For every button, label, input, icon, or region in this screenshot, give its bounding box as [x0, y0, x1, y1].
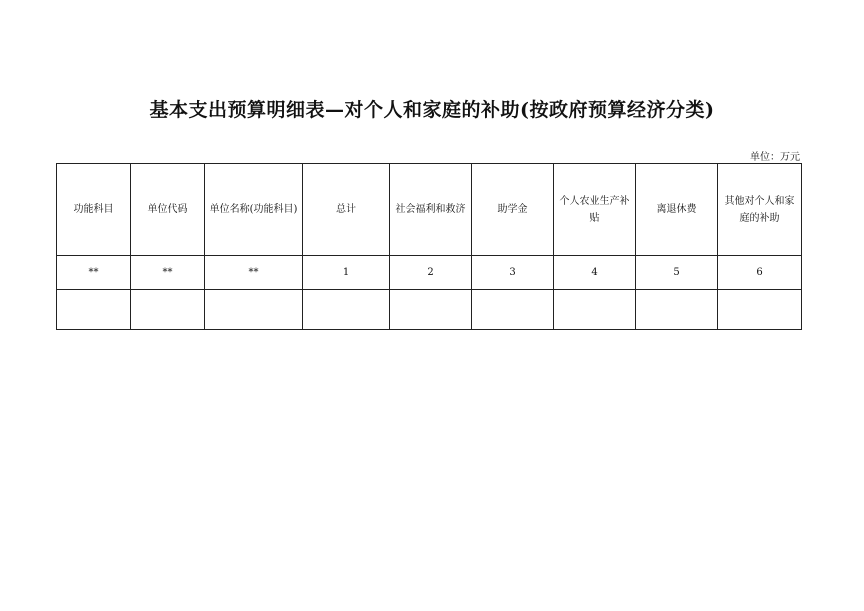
code-cell: 1: [303, 256, 390, 290]
table-cell: [57, 290, 131, 330]
header-other-subsidy: 其他对个人和家庭的补助: [718, 164, 802, 256]
header-agri-subsidy: 个人农业生产补贴: [554, 164, 636, 256]
table-cell: [303, 290, 390, 330]
code-cell: **: [57, 256, 131, 290]
document-title: 基本支出预算明细表—对个人和家庭的补助(按政府预算经济分类): [149, 99, 715, 121]
table-cell: [390, 290, 472, 330]
code-row: [57, 256, 802, 290]
table-cell: [636, 290, 718, 330]
header-scholarship: 助学金: [472, 164, 554, 256]
code-cell: 4: [554, 256, 636, 290]
header-retirement: 离退休费: [636, 164, 718, 256]
code-cell: 3: [472, 256, 554, 290]
code-cell: **: [205, 256, 303, 290]
table-cell: [205, 290, 303, 330]
table-cell: [554, 290, 636, 330]
code-cell: 5: [636, 256, 718, 290]
code-cell: 2: [390, 256, 472, 290]
table-row: [57, 290, 802, 330]
budget-table: [56, 163, 802, 330]
header-row: [57, 164, 802, 256]
code-cell: 6: [718, 256, 802, 290]
header-social-welfare: 社会福利和救济: [390, 164, 472, 256]
header-unit-name: 单位名称(功能科目): [205, 164, 303, 256]
unit-note: 单位：万元: [750, 152, 800, 163]
header-total: 总计: [303, 164, 390, 256]
table-cell: [472, 290, 554, 330]
code-cell: **: [131, 256, 205, 290]
header-functional-subject: 功能科目: [57, 164, 131, 256]
table-cell: [131, 290, 205, 330]
table-cell: [718, 290, 802, 330]
header-unit-code: 单位代码: [131, 164, 205, 256]
